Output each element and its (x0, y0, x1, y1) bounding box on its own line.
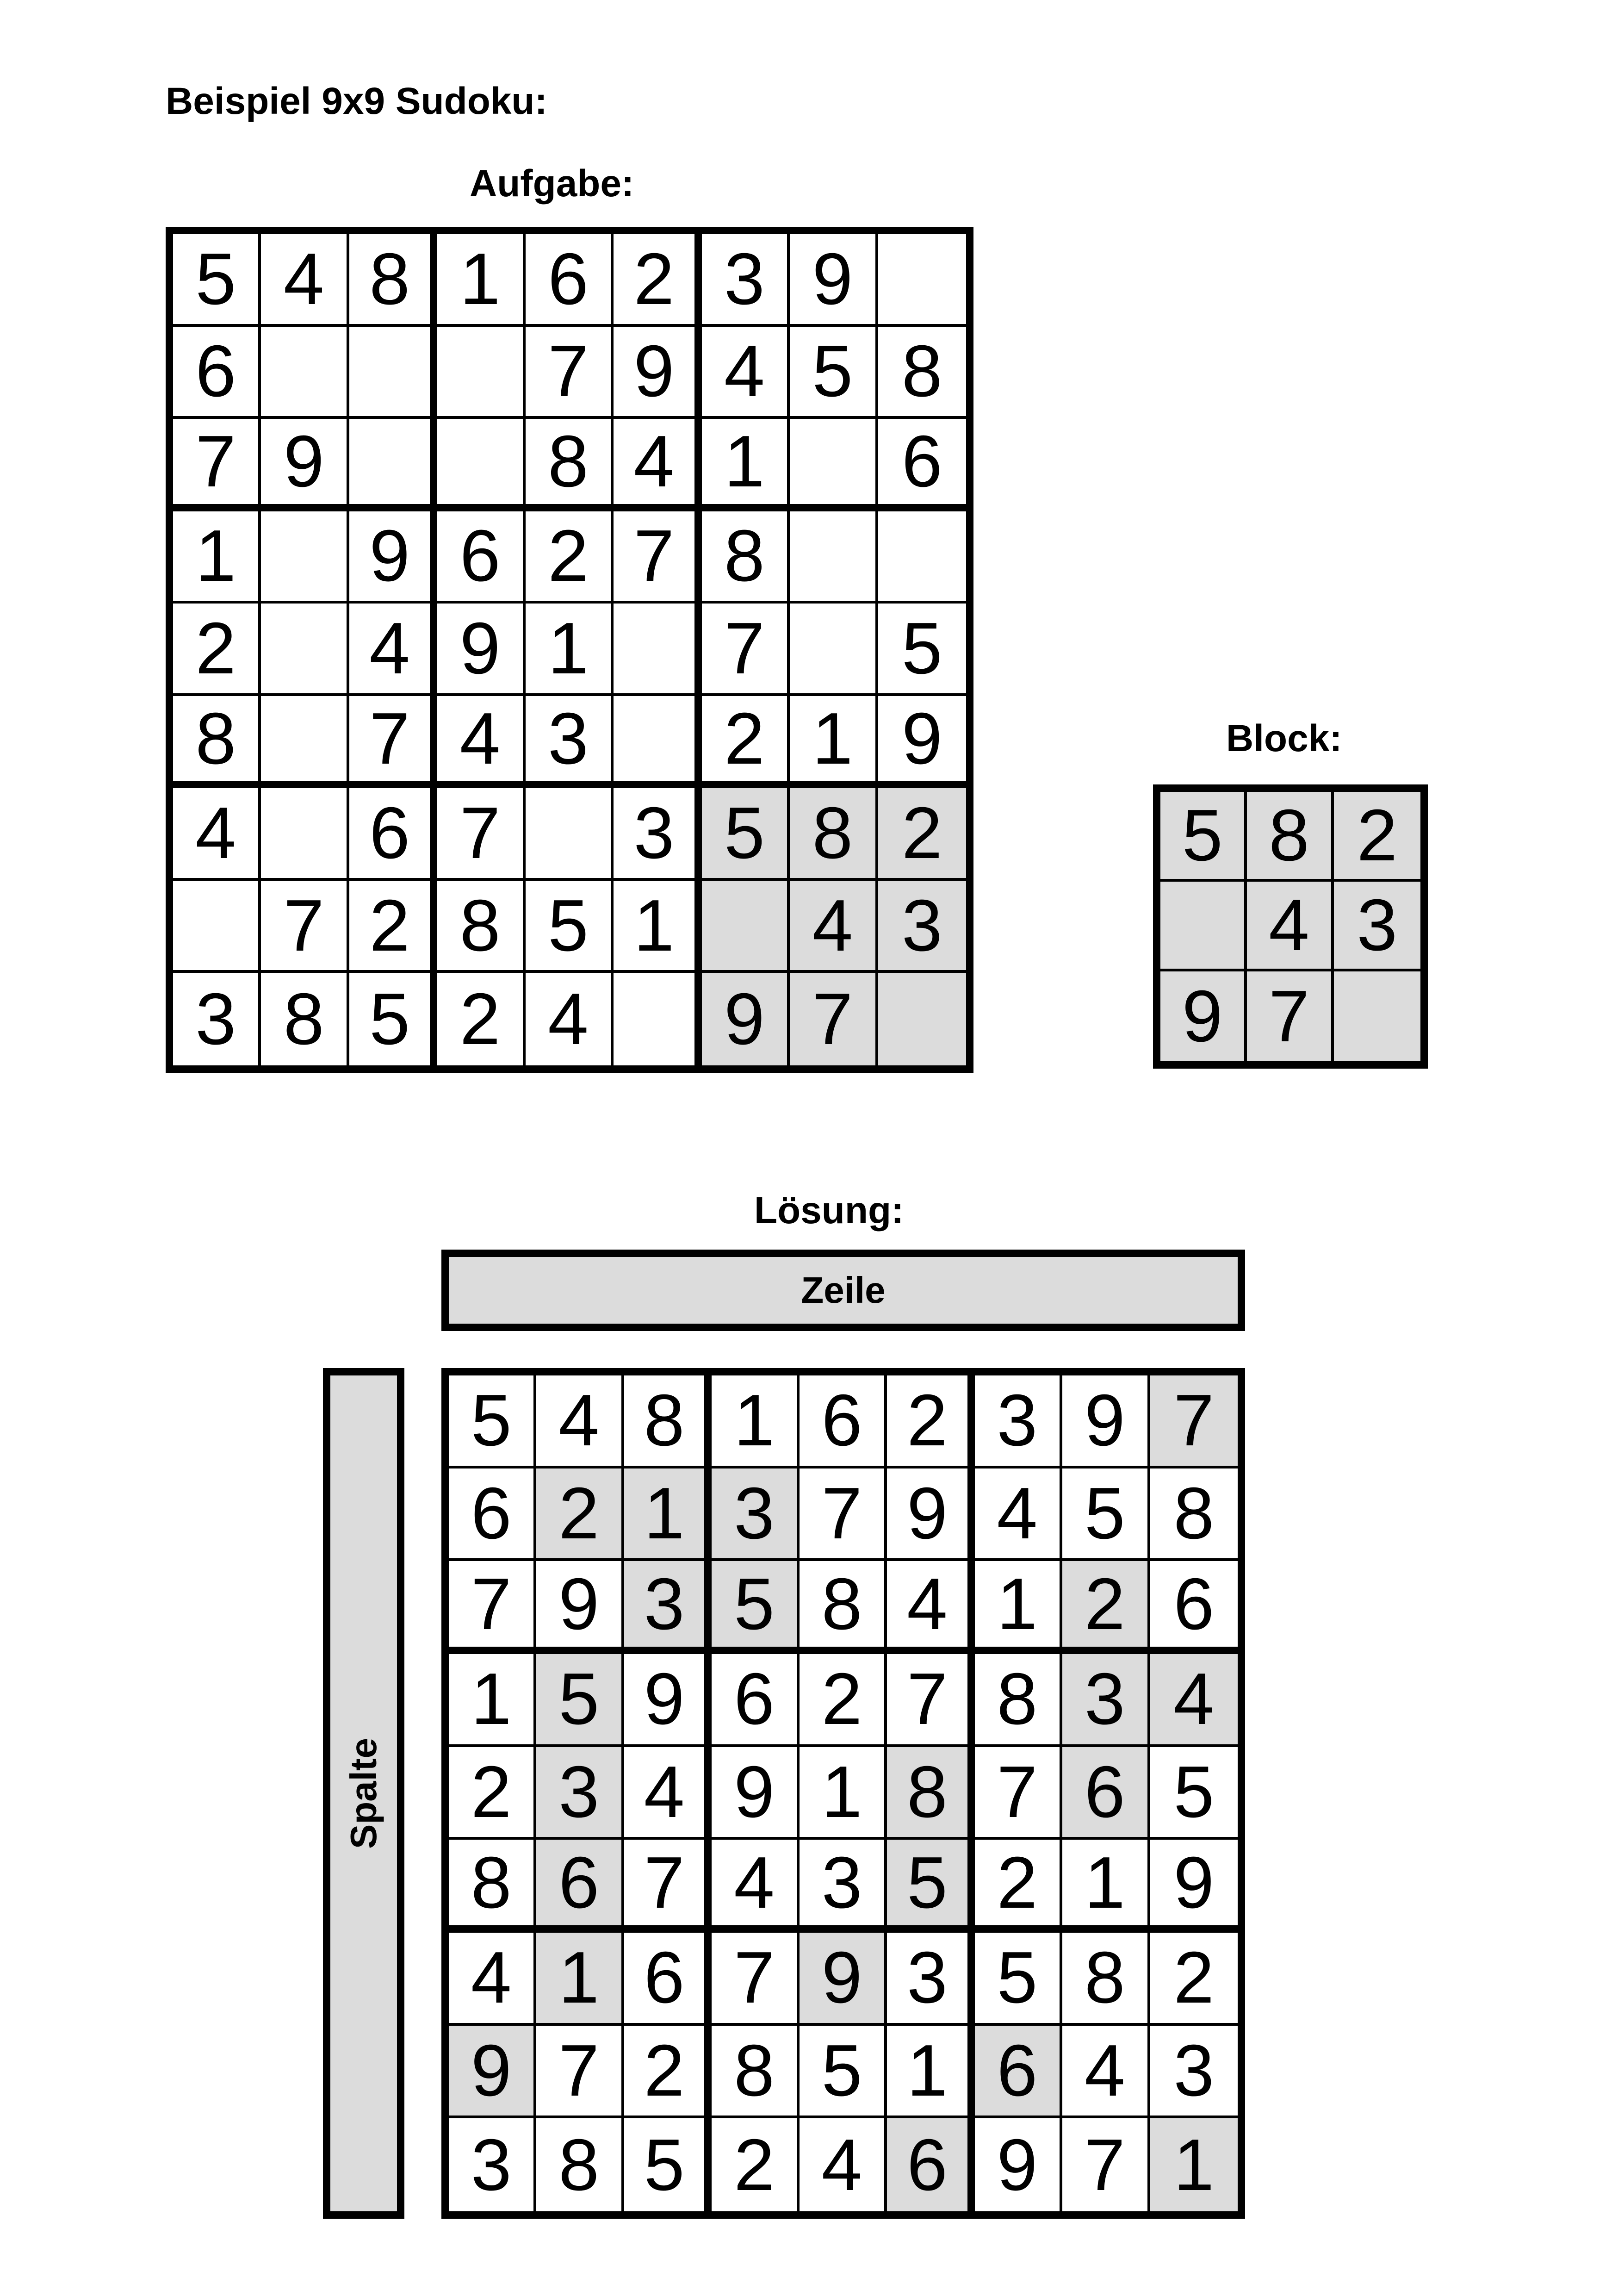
solution-cell: 1 (975, 1561, 1062, 1654)
solution-cell: 7 (712, 1933, 799, 2026)
solution-cell: 8 (449, 1840, 536, 1933)
block-cell: 7 (1247, 971, 1333, 1061)
block-cell: 9 (1160, 971, 1247, 1061)
puzzle-cell: 8 (702, 511, 790, 604)
puzzle-cell: 9 (261, 419, 349, 511)
puzzle-cell: 4 (702, 327, 790, 419)
solution-cell: 8 (624, 1375, 712, 1468)
puzzle-cell (261, 788, 349, 881)
puzzle-cell: 4 (614, 419, 701, 511)
solution-cell: 7 (800, 1468, 887, 1562)
puzzle-heading: Aufgabe: (470, 162, 634, 205)
puzzle-cell: 5 (702, 788, 790, 881)
solution-cell: 8 (887, 1747, 974, 1840)
solution-cell: 5 (624, 2118, 712, 2211)
puzzle-cell (349, 419, 437, 511)
solution-grid (441, 1368, 1245, 2219)
solution-cell: 8 (712, 2026, 799, 2119)
solution-cell: 1 (1062, 1840, 1150, 1933)
puzzle-cell: 8 (437, 881, 525, 973)
solution-cell: 2 (975, 1840, 1062, 1933)
block-cell: 8 (1247, 792, 1333, 882)
block-cell (1334, 971, 1420, 1061)
puzzle-cell: 5 (349, 973, 437, 1065)
solution-cell: 3 (887, 1933, 974, 2026)
puzzle-cell: 2 (349, 881, 437, 973)
puzzle-cell: 4 (261, 234, 349, 327)
solution-cell: 9 (449, 2026, 536, 2119)
puzzle-cell (349, 327, 437, 419)
solution-cell: 4 (536, 1375, 624, 1468)
solution-cell: 7 (1062, 2118, 1150, 2211)
solution-cell: 2 (624, 2026, 712, 2119)
puzzle-cell: 7 (790, 973, 878, 1065)
solution-cell: 6 (536, 1840, 624, 1933)
puzzle-cell: 8 (173, 696, 261, 789)
solution-cell: 2 (800, 1654, 887, 1747)
column-label: Spalte (343, 1737, 384, 1849)
puzzle-cell: 4 (526, 973, 614, 1065)
solution-cell: 7 (975, 1747, 1062, 1840)
puzzle-cell: 7 (349, 696, 437, 789)
puzzle-cell: 4 (173, 788, 261, 881)
solution-cell: 6 (1062, 1747, 1150, 1840)
puzzle-cell (614, 604, 701, 696)
solution-cell: 6 (975, 2026, 1062, 2119)
block-grid (1153, 784, 1428, 1069)
puzzle-cell (790, 419, 878, 511)
puzzle-cell (878, 234, 966, 327)
puzzle-cell: 2 (437, 973, 525, 1065)
block-cell: 2 (1334, 792, 1420, 882)
solution-cell: 5 (1150, 1747, 1238, 1840)
solution-cell: 4 (1062, 2026, 1150, 2119)
solution-cell: 9 (1062, 1375, 1150, 1468)
puzzle-cell (261, 511, 349, 604)
puzzle-cell: 9 (702, 973, 790, 1065)
puzzle-grid (166, 227, 973, 1073)
page-title: Beispiel 9x9 Sudoku: (166, 80, 547, 122)
solution-cell: 7 (449, 1561, 536, 1654)
solution-cell: 3 (624, 1561, 712, 1654)
puzzle-cell (261, 696, 349, 789)
solution-cell: 6 (1150, 1561, 1238, 1654)
puzzle-cell (614, 696, 701, 789)
solution-cell: 1 (800, 1747, 887, 1840)
solution-cell: 8 (975, 1654, 1062, 1747)
puzzle-cell: 3 (878, 881, 966, 973)
solution-cell: 5 (449, 1375, 536, 1468)
solution-cell: 2 (887, 1375, 974, 1468)
puzzle-cell (437, 419, 525, 511)
puzzle-cell (526, 788, 614, 881)
solution-cell: 1 (712, 1375, 799, 1468)
puzzle-cell: 1 (526, 604, 614, 696)
solution-cell: 6 (800, 1375, 887, 1468)
puzzle-cell: 7 (526, 327, 614, 419)
puzzle-cell: 7 (173, 419, 261, 511)
block-cell: 3 (1334, 882, 1420, 971)
column-label-bar (323, 1368, 404, 2219)
solution-cell: 8 (1150, 1468, 1238, 1562)
puzzle-cell: 6 (349, 788, 437, 881)
solution-cell: 5 (1062, 1468, 1150, 1562)
puzzle-cell: 2 (878, 788, 966, 881)
solution-cell: 9 (975, 2118, 1062, 2211)
solution-cell: 9 (887, 1468, 974, 1562)
puzzle-cell: 2 (526, 511, 614, 604)
solution-cell: 6 (449, 1468, 536, 1562)
solution-cell: 2 (536, 1468, 624, 1562)
block-heading: Block: (1226, 717, 1342, 759)
solution-cell: 4 (887, 1561, 974, 1654)
puzzle-cell: 1 (702, 419, 790, 511)
puzzle-cell: 8 (349, 234, 437, 327)
solution-cell: 1 (887, 2026, 974, 2119)
row-label: Zeile (801, 1269, 886, 1311)
puzzle-cell: 5 (878, 604, 966, 696)
puzzle-cell (261, 604, 349, 696)
puzzle-cell: 8 (261, 973, 349, 1065)
puzzle-cell: 3 (526, 696, 614, 789)
solution-cell: 4 (624, 1747, 712, 1840)
puzzle-cell (878, 511, 966, 604)
solution-cell: 4 (1150, 1654, 1238, 1747)
puzzle-cell: 9 (614, 327, 701, 419)
solution-cell: 3 (449, 2118, 536, 2211)
puzzle-cell: 9 (437, 604, 525, 696)
row-label-bar (441, 1250, 1245, 1331)
puzzle-cell: 9 (349, 511, 437, 604)
puzzle-cell: 8 (878, 327, 966, 419)
solution-cell: 9 (1150, 1840, 1238, 1933)
solution-cell: 8 (536, 2118, 624, 2211)
puzzle-cell: 6 (437, 511, 525, 604)
solution-cell: 3 (1150, 2026, 1238, 2119)
puzzle-cell: 8 (526, 419, 614, 511)
puzzle-cell: 2 (614, 234, 701, 327)
solution-cell: 4 (975, 1468, 1062, 1562)
puzzle-cell: 4 (349, 604, 437, 696)
solution-cell: 2 (1062, 1561, 1150, 1654)
puzzle-cell: 5 (526, 881, 614, 973)
solution-cell: 5 (975, 1933, 1062, 2026)
solution-cell: 6 (712, 1654, 799, 1747)
block-cell: 5 (1160, 792, 1247, 882)
puzzle-cell: 3 (614, 788, 701, 881)
solution-cell: 7 (887, 1654, 974, 1747)
solution-cell: 1 (536, 1933, 624, 2026)
puzzle-cell (878, 973, 966, 1065)
puzzle-cell: 7 (614, 511, 701, 604)
puzzle-cell: 1 (790, 696, 878, 789)
block-cell (1160, 882, 1247, 971)
puzzle-cell: 7 (702, 604, 790, 696)
puzzle-cell: 7 (437, 788, 525, 881)
solution-cell: 8 (1062, 1933, 1150, 2026)
puzzle-cell (173, 881, 261, 973)
puzzle-cell (790, 511, 878, 604)
solution-cell: 5 (536, 1654, 624, 1747)
solution-cell: 3 (712, 1468, 799, 1562)
solution-cell: 3 (800, 1840, 887, 1933)
solution-cell: 5 (800, 2026, 887, 2119)
puzzle-cell: 1 (437, 234, 525, 327)
puzzle-cell (437, 327, 525, 419)
solution-cell: 3 (536, 1747, 624, 1840)
solution-cell: 9 (624, 1654, 712, 1747)
puzzle-cell (614, 973, 701, 1065)
puzzle-cell: 6 (173, 327, 261, 419)
puzzle-cell (702, 881, 790, 973)
solution-cell: 7 (624, 1840, 712, 1933)
solution-cell: 7 (1150, 1375, 1238, 1468)
solution-cell: 5 (712, 1561, 799, 1654)
solution-cell: 2 (449, 1747, 536, 1840)
puzzle-cell: 6 (878, 419, 966, 511)
puzzle-cell: 4 (790, 881, 878, 973)
puzzle-cell: 2 (702, 696, 790, 789)
solution-cell: 9 (800, 1933, 887, 2026)
puzzle-cell: 5 (173, 234, 261, 327)
solution-cell: 5 (887, 1840, 974, 1933)
solution-cell: 1 (1150, 2118, 1238, 2211)
solution-cell: 3 (1062, 1654, 1150, 1747)
solution-cell: 4 (800, 2118, 887, 2211)
puzzle-cell: 2 (173, 604, 261, 696)
solution-cell: 8 (800, 1561, 887, 1654)
puzzle-cell: 1 (173, 511, 261, 604)
puzzle-cell: 3 (702, 234, 790, 327)
puzzle-cell (790, 604, 878, 696)
puzzle-cell: 7 (261, 881, 349, 973)
puzzle-cell: 9 (790, 234, 878, 327)
puzzle-cell: 6 (526, 234, 614, 327)
solution-cell: 7 (536, 2026, 624, 2119)
puzzle-cell: 4 (437, 696, 525, 789)
puzzle-cell: 3 (173, 973, 261, 1065)
solution-cell: 3 (975, 1375, 1062, 1468)
puzzle-cell: 1 (614, 881, 701, 973)
solution-cell: 9 (712, 1747, 799, 1840)
solution-cell: 9 (536, 1561, 624, 1654)
solution-cell: 6 (887, 2118, 974, 2211)
solution-cell: 1 (449, 1654, 536, 1747)
solution-cell: 1 (624, 1468, 712, 1562)
solution-cell: 2 (1150, 1933, 1238, 2026)
solution-heading: Lösung: (754, 1189, 904, 1232)
puzzle-cell: 5 (790, 327, 878, 419)
solution-cell: 6 (624, 1933, 712, 2026)
solution-cell: 4 (449, 1933, 536, 2026)
solution-cell: 4 (712, 1840, 799, 1933)
block-cell: 4 (1247, 882, 1333, 971)
puzzle-cell (261, 327, 349, 419)
puzzle-cell: 8 (790, 788, 878, 881)
puzzle-cell: 9 (878, 696, 966, 789)
solution-cell: 2 (712, 2118, 799, 2211)
